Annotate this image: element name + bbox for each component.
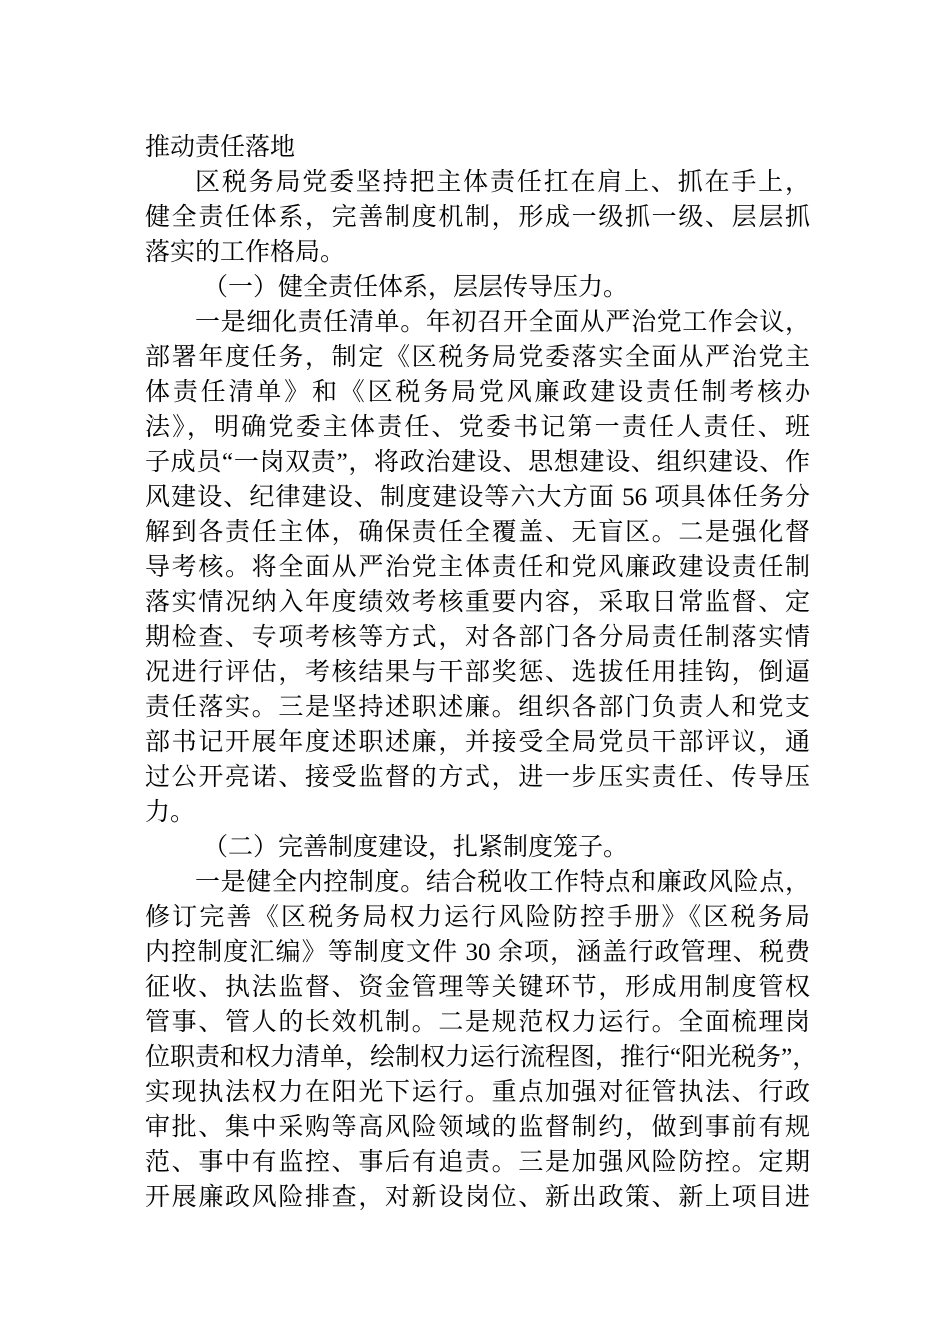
paragraph-line: 部书记开展年度述职述廉，并接受全局党员干部评议，通	[145, 729, 810, 756]
paragraph-line: 位职责和权力清单，绘制权力运行流程图，推行“阳光税务”，	[145, 1044, 818, 1071]
paragraph-line: 责任落实。三是坚持述职述廉。组织各部门负责人和党支	[145, 694, 810, 721]
subsection-heading: （二）完善制度建设，扎紧制度笼子。	[203, 834, 629, 861]
paragraph-line: 法》，明确党委主体责任、党委书记第一责任人责任、班	[145, 414, 810, 441]
paragraph-line: 部署年度任务，制定《区税务局党委落实全面从严治党主	[145, 344, 810, 371]
paragraph-line: 修订完善《区税务局权力运行风险防控手册》《区税务局	[145, 904, 810, 931]
paragraph-line: 征收、执法监督、资金管理等关键环节，形成用制度管权	[145, 974, 810, 1001]
paragraph-line: 一是健全内控制度。结合税收工作特点和廉政风险点，	[195, 869, 810, 896]
paragraph-line: 管事、管人的长效机制。二是规范权力运行。全面梳理岗	[145, 1009, 810, 1036]
paragraph-line: 子成员“一岗双责”，将政治建设、思想建设、组织建设、作	[145, 449, 810, 476]
paragraph-line: 落实的工作格局。	[145, 239, 346, 266]
paragraph-line: 一是细化责任清单。年初召开全面从严治党工作会议，	[195, 309, 810, 336]
paragraph-line: 审批、集中采购等高风险领域的监督制约，做到事前有规	[145, 1114, 810, 1141]
section-heading: 推动责任落地	[145, 134, 296, 161]
paragraph-line: 力。	[145, 799, 196, 826]
paragraph-line: 实现执法权力在阳光下运行。重点加强对征管执法、行政	[145, 1079, 810, 1106]
paragraph-line: 体责任清单》和《区税务局党风廉政建设责任制考核办	[145, 379, 810, 406]
paragraph-line: 落实情况纳入年度绩效考核重要内容，采取日常监督、定	[145, 589, 810, 616]
subsection-heading: （一）健全责任体系，层层传导压力。	[203, 274, 629, 301]
paragraph-line: 健全责任体系，完善制度机制，形成一级抓一级、层层抓	[145, 204, 810, 231]
paragraph-line: 风建设、纪律建设、制度建设等六大方面 56 项具体任务分	[145, 484, 810, 511]
paragraph-line: 内控制度汇编》等制度文件 30 余项，涵盖行政管理、税费	[145, 939, 810, 966]
paragraph-line: 过公开亮诺、接受监督的方式，进一步压实责任、传导压	[145, 764, 810, 791]
paragraph-line: 况进行评估，考核结果与干部奖惩、选拔任用挂钩，倒逼	[145, 659, 810, 686]
paragraph-line: 期检查、专项考核等方式，对各部门各分局责任制落实情	[145, 624, 810, 651]
paragraph-line: 开展廉政风险排查，对新设岗位、新出政策、新上项目进	[145, 1184, 810, 1211]
paragraph-line: 解到各责任主体，确保责任全覆盖、无盲区。二是强化督	[145, 519, 810, 546]
paragraph-line: 导考核。将全面从严治党主体责任和党风廉政建设责任制	[145, 554, 810, 581]
paragraph-line: 范、事中有监控、事后有追责。三是加强风险防控。定期	[145, 1149, 810, 1176]
paragraph-line: 区税务局党委坚持把主体责任扛在肩上、抓在手上，	[195, 169, 810, 196]
